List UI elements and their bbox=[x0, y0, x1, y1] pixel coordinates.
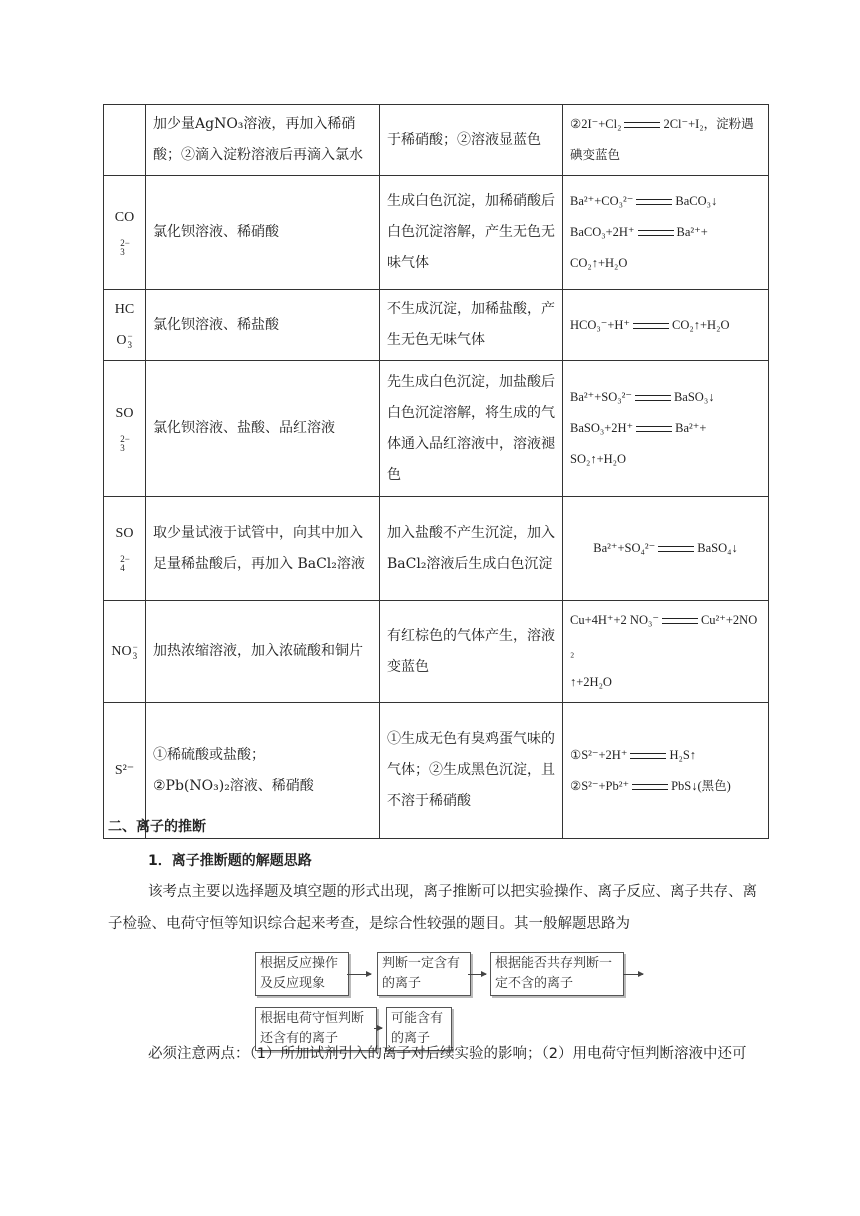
paragraph: 必须注意两点：（1）所加试剂引入的离子对后续实验的影响；（2）用电荷守恒判断溶液中还可 bbox=[148, 1046, 747, 1062]
reagent-cell: 氯化钡溶液、稀盐酸 bbox=[146, 290, 380, 361]
reagent-cell: 加少量AgNO₃溶液，再加入稀硝酸；②滴入淀粉溶液后再滴入氯水 bbox=[146, 105, 380, 176]
phenomenon-cell: 先生成白色沉淀，加盐酸后白色沉淀溶解，将生成的气体通入品红溶液中，溶液褪色 bbox=[380, 361, 563, 497]
equation-cell: ②2I⁻+Cl₂ 2Cl⁻+I₂，淀粉遇碘变蓝色 bbox=[563, 105, 769, 176]
flow-box: 判断一定含有的离子 bbox=[377, 952, 471, 996]
flow-box: 根据能否共存判断一定不含的离子 bbox=[490, 952, 624, 996]
flow-box: 可能含有的离子 bbox=[386, 1007, 452, 1051]
phenomenon-cell: 生成白色沉淀，加稀硝酸后白色沉淀溶解，产生无色无味气体 bbox=[380, 176, 563, 290]
table-row bbox=[104, 290, 769, 361]
reagent-cell: 加热浓缩溶液，加入浓硫酸和铜片 bbox=[146, 601, 380, 703]
paragraph: 该考点主要以选择题及填空题的形式出现，离子推断可以把实验操作、离子反应、离子共存、离子检验、电荷守恒等知识综合起来考查，是综合性较强的题目。其一般解题思路为 bbox=[108, 884, 757, 932]
flow-arrow bbox=[468, 974, 486, 975]
phenomenon-cell: 有红棕色的气体产生，溶液变蓝色 bbox=[380, 601, 563, 703]
section-heading: 二、离子的推断 bbox=[108, 819, 206, 835]
equation-cell: Cu+4H⁺+2 NO₃⁻ Cu²⁺+2NO₂ ↑+2H₂O bbox=[563, 601, 769, 703]
reagent-cell: ①稀硫酸或盐酸； ②Pb(NO₃)₂溶液、稀硝酸 bbox=[146, 703, 380, 839]
ion-cell: S²⁻ bbox=[104, 703, 146, 839]
equation-cell: Ba²⁺+SO₄²⁻ BaSO₄↓ bbox=[563, 497, 769, 601]
ion-cell: HCO − 3 bbox=[104, 290, 146, 361]
phenomenon-cell: 加入盐酸不产生沉淀，加入 BaCl₂溶液后生成白色沉淀 bbox=[380, 497, 563, 601]
equation-cell: HCO₃⁻+H⁺ CO₂↑+H₂O bbox=[563, 290, 769, 361]
equation-cell: ①S²⁻+2H⁺ H₂S↑ ②S²⁻+Pb²⁺ PbS↓(黑色) bbox=[563, 703, 769, 839]
ion-cell: SO 2− 4 bbox=[104, 497, 146, 601]
table-row bbox=[104, 105, 769, 176]
reagent-cell: 取少量试液于试管中，向其中加入足量稀盐酸后，再加入 BaCl₂溶液 bbox=[146, 497, 380, 601]
flow-box: 根据电荷守恒判断还含有的离子 bbox=[255, 1007, 377, 1051]
phenomenon-cell: 不生成沉淀，加稀盐酸，产生无色无味气体 bbox=[380, 290, 563, 361]
phenomenon-cell: ①生成无色有臭鸡蛋气味的气体；②生成黑色沉淀，且不溶于稀硝酸 bbox=[380, 703, 563, 839]
flow-arrow bbox=[374, 1028, 382, 1029]
table-row bbox=[104, 601, 769, 703]
table-row bbox=[104, 176, 769, 290]
ion-test-table bbox=[103, 104, 769, 839]
phenomenon-cell: 于稀硝酸；②溶液显蓝色 bbox=[380, 105, 563, 176]
flow-arrow bbox=[623, 974, 643, 975]
sub-heading: 1．离子推断题的解题思路 bbox=[148, 853, 312, 869]
reagent-cell: 氯化钡溶液、稀硝酸 bbox=[146, 176, 380, 290]
flow-box: 根据反应操作及反应现象 bbox=[255, 952, 349, 996]
table-row bbox=[104, 361, 769, 497]
ion-cell: NO − 3 bbox=[104, 601, 146, 703]
table-row bbox=[104, 497, 769, 601]
equation-cell: Ba²⁺+CO₃²⁻ BaCO₃↓ BaCO₃+2H⁺ Ba²⁺+ CO₂↑+H₂O bbox=[563, 176, 769, 290]
reagent-cell: 氯化钡溶液、盐酸、品红溶液 bbox=[146, 361, 380, 497]
equals-sign bbox=[624, 122, 660, 128]
ion-cell: CO 2− 3 bbox=[104, 176, 146, 290]
flow-arrow bbox=[347, 974, 371, 975]
ion-cell bbox=[104, 105, 146, 176]
equation-cell: Ba²⁺+SO₃²⁻ BaSO₃↓ BaSO₃+2H⁺ Ba²⁺+ SO₂↑+H₂O bbox=[563, 361, 769, 497]
ion-cell: SO 2− 3 bbox=[104, 361, 146, 497]
